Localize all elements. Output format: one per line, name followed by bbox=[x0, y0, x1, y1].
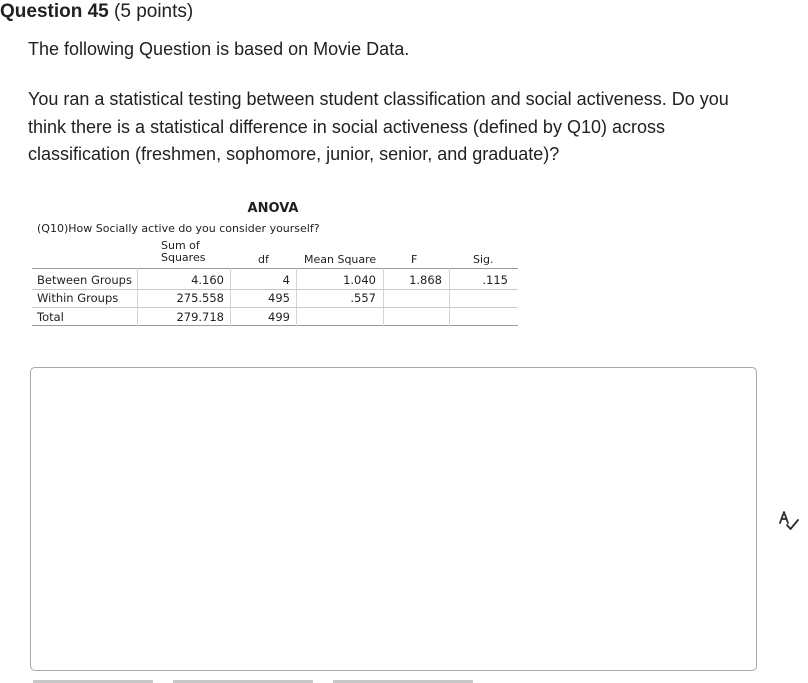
col-header-sig: Sig. bbox=[473, 253, 494, 266]
question-points: (5 points) bbox=[114, 1, 194, 22]
row-label-total: Total bbox=[37, 310, 64, 324]
col-header-df: df bbox=[258, 253, 269, 266]
col-header-f: F bbox=[411, 253, 418, 266]
cell-ss: 275.558 bbox=[176, 291, 224, 305]
table-bottom-rule bbox=[32, 325, 518, 326]
row-divider bbox=[32, 307, 518, 308]
column-divider bbox=[296, 268, 297, 326]
anova-subtitle: (Q10)How Socially active do you consider yourself? bbox=[37, 222, 320, 235]
cell-f: 1.868 bbox=[409, 273, 442, 287]
col-header-mean-square: Mean Square bbox=[304, 253, 377, 266]
cell-df: 495 bbox=[268, 291, 290, 305]
spellcheck-icon[interactable] bbox=[775, 508, 801, 534]
anova-title: ANOVA bbox=[247, 201, 299, 216]
column-divider bbox=[383, 268, 384, 326]
column-divider bbox=[137, 268, 138, 326]
col-header-sum-of-squares: Sum of Squares bbox=[161, 239, 206, 264]
cell-ms: .557 bbox=[350, 291, 376, 305]
column-divider bbox=[449, 268, 450, 326]
question-title: Question 45 bbox=[0, 1, 109, 22]
row-label-between-groups: Between Groups bbox=[37, 273, 132, 287]
table-header-rule bbox=[32, 268, 518, 269]
cell-ss: 4.160 bbox=[191, 273, 224, 287]
row-divider bbox=[32, 289, 518, 290]
column-divider bbox=[230, 268, 231, 326]
question-prompt: You ran a statistical testing between student classification and social activeness. Do you think there is a statistical difference in social activeness (defined by Q10) across classification (freshmen, sophomore, junior, senior, and graduate)? bbox=[28, 89, 729, 164]
row-label-within-groups: Within Groups bbox=[37, 291, 119, 305]
answer-text-area[interactable] bbox=[30, 367, 757, 671]
cell-ms: 1.040 bbox=[343, 273, 376, 287]
cell-sig: .115 bbox=[482, 273, 508, 287]
cell-df: 4 bbox=[282, 273, 290, 287]
cell-ss: 279.718 bbox=[176, 310, 224, 324]
question-intro: The following Question is based on Movie Data. bbox=[28, 39, 410, 59]
cell-df: 499 bbox=[268, 310, 290, 324]
anova-table-image bbox=[0, 0, 808, 340]
